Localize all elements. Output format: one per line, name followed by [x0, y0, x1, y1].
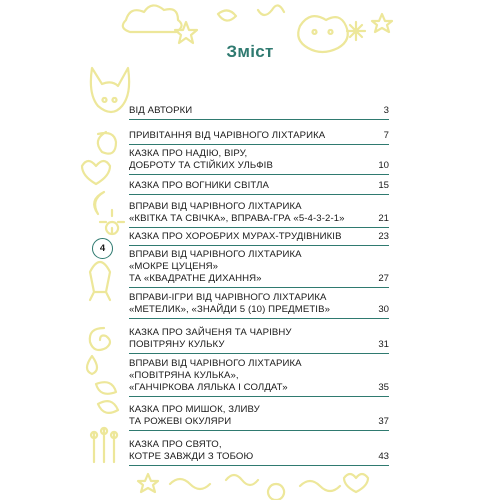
swirl-doodle	[98, 132, 116, 154]
toc-entry-page: 27	[378, 273, 389, 284]
toc-entry[interactable]	[129, 318, 389, 354]
toc-entry-title: КАЗКА ПРО НАДІЮ, ВІРУ, ДОБРОТУ ТА СТІЙКИХ УЛЬФІВ	[129, 148, 273, 171]
toc-entry[interactable]	[129, 353, 389, 397]
toc-entry-title: ПРИВІТАННЯ ВІД ЧАРІВНОГО ЛІХТАРИКА	[129, 130, 326, 141]
toc-entry[interactable]	[129, 396, 389, 431]
toc-entry-page: 30	[378, 304, 389, 315]
sprigs-doodle	[91, 428, 117, 462]
corner-star-doodle	[372, 14, 392, 32]
toc-entry-title: КАЗКА ПРО ЗАЙЧЕНЯ ТА ЧАРІВНУ ПОВІТРЯНУ КУЛЬКУ	[129, 327, 292, 350]
squiggle-doodle	[218, 5, 284, 20]
drop-doodle	[87, 356, 97, 374]
toc-entry-title: КАЗКА ПРО ХОРОБРИХ МУРАХ-ТРУДІВНИКІВ	[129, 231, 342, 242]
toc-entry-title: ВПРАВИ ВІД ЧАРІВНОГО ЛІХТАРИКА «КВІТКА ТА СВІЧКА», ВПРАВА-ГРА «5-4-3-2-1»	[129, 201, 345, 224]
toc-entry-page: 35	[378, 382, 389, 393]
toc-entry-title: КАЗКА ПРО МИШОК, ЗЛИВУ ТА РОЖЕВІ ОКУЛЯРИ	[129, 404, 260, 427]
cloud-doodle	[123, 5, 182, 32]
toc-entry-title: ВПРАВИ ВІД ЧАРІВНОГО ЛІХТАРИКА «ПОВІТРЯНА КУЛЬКА», «ГАНЧІРКОВА ЛЯЛЬКА І СОЛДАТ»	[129, 358, 302, 393]
toc-entry-page: 31	[378, 339, 389, 350]
toc-entry-page: 7	[383, 130, 389, 141]
toc-entry-title: КАЗКА ПРО СВЯТО, КОТРЕ ЗАВЖДИ З ТОБОЮ	[129, 439, 254, 462]
toc-entry[interactable]	[129, 174, 389, 195]
toc-entry[interactable]	[129, 119, 389, 145]
bottom-star-doodle	[138, 474, 158, 492]
toc-entry-page: 37	[378, 416, 389, 427]
toc-entry[interactable]	[129, 430, 389, 466]
flower-doodle	[100, 210, 124, 234]
toc-entry[interactable]	[129, 144, 389, 175]
toc-entry[interactable]	[129, 287, 389, 319]
fox-doodle	[91, 68, 129, 112]
toc-entry-page: 43	[378, 451, 389, 462]
toc-entry-title: ВІД АВТОРКИ	[129, 105, 193, 116]
bottom-wave-doodle	[300, 481, 340, 491]
bottom-squiggle-doodle	[170, 475, 258, 489]
toc-entry[interactable]	[129, 245, 389, 288]
toc-entry-title: ВПРАВИ ВІД ЧАРІВНОГО ЛІХТАРИКА «МОКРЕ ЦУЦЕНЯ» ТА «КВАДРАТНЕ ДИХАННЯ»	[129, 249, 302, 284]
toc-entry-page: 15	[378, 180, 389, 191]
page-number-badge	[92, 238, 113, 259]
toc-entry-title: КАЗКА ПРО ВОГНИКИ СВІТЛА	[129, 180, 269, 191]
toc-entry[interactable]	[129, 194, 389, 228]
page-title: Зміст	[226, 42, 274, 61]
toc-entry-page: 23	[378, 231, 389, 242]
snowflake-doodle	[347, 22, 365, 40]
toc-entry-title: ВПРАВИ-ІГРИ ВІД ЧАРІВНОГО ЛІХТАРИКА «МЕТЕЛИК», «ЗНАЙДИ 5 (10) ПРЕДМЕТІВ»	[129, 292, 331, 315]
toc-entry[interactable]	[129, 227, 389, 246]
heart-doodle	[82, 161, 110, 184]
rocket-doodle	[90, 262, 110, 300]
crescent-doodle	[94, 192, 104, 214]
toc-entry-page: 10	[378, 160, 389, 171]
bottom-heart-doodle	[344, 474, 368, 492]
page-number: 4	[99, 243, 106, 254]
bottom-circle-doodle	[268, 484, 284, 500]
spiral-doodle	[90, 328, 110, 350]
toc-entry-page: 21	[378, 213, 389, 224]
star-doodle	[175, 22, 197, 43]
toc-entry[interactable]	[129, 99, 389, 120]
leaf-doodle	[96, 382, 118, 413]
toc-entry-page: 3	[383, 105, 389, 116]
